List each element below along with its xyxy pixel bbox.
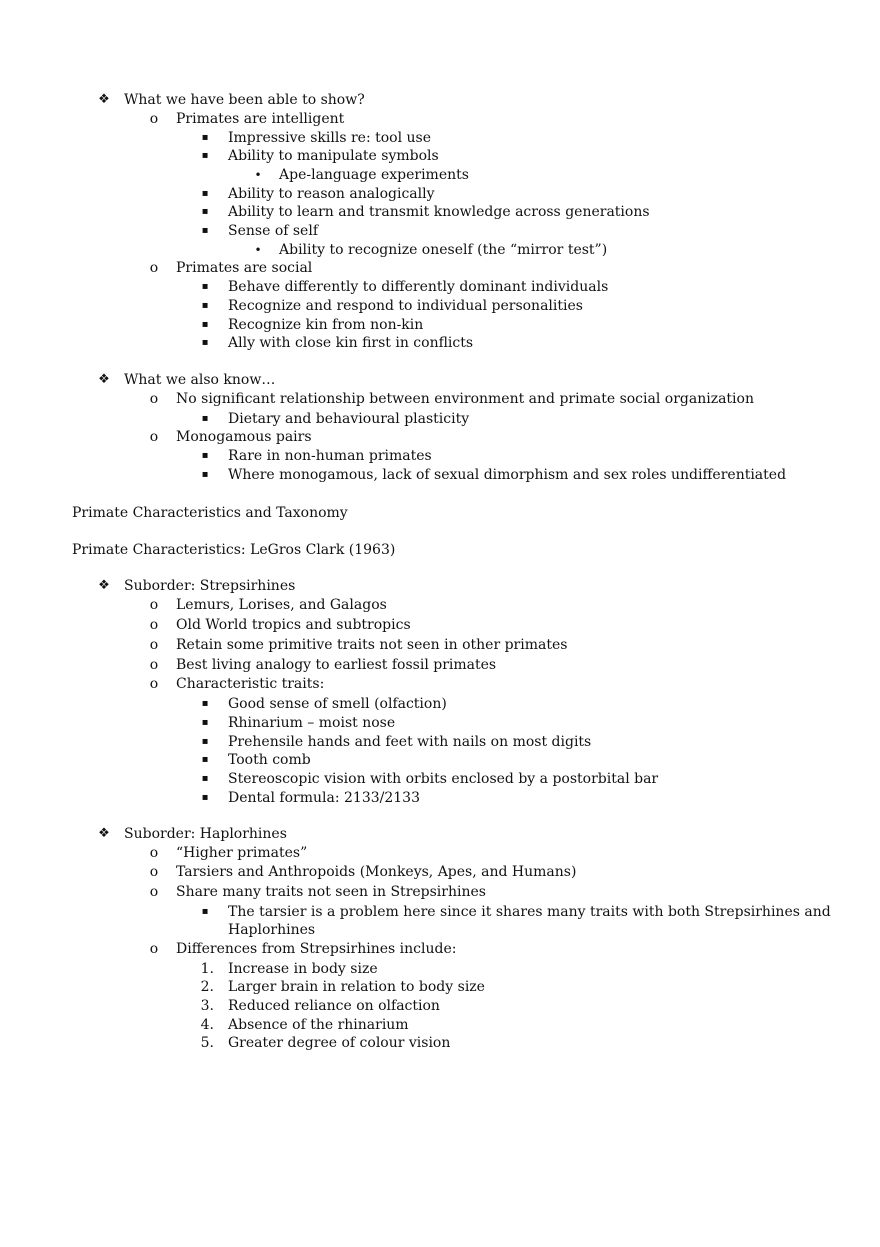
list-item: Ability to learn and transmit knowledge across generations bbox=[228, 204, 650, 220]
list-item: Primates are social bbox=[176, 260, 313, 276]
circle-bullet-icon: o bbox=[149, 884, 159, 900]
square-bullet-icon: ▪ bbox=[201, 906, 209, 917]
square-bullet-icon: ▪ bbox=[201, 736, 209, 747]
section-title: What we also know… bbox=[124, 372, 276, 388]
circle-bullet-icon: o bbox=[149, 260, 159, 276]
list-item: Behave differently to differently dominant individuals bbox=[228, 279, 609, 295]
list-item: Lemurs, Lorises, and Galagos bbox=[176, 597, 387, 613]
section-heading: Primate Characteristics and Taxonomy bbox=[72, 505, 348, 521]
square-bullet-icon: ▪ bbox=[201, 132, 209, 143]
section-title: Suborder: Haplorhines bbox=[124, 826, 287, 842]
list-item: Rare in non-human primates bbox=[228, 448, 432, 464]
list-item: Characteristic traits: bbox=[176, 676, 325, 692]
circle-bullet-icon: o bbox=[149, 617, 159, 633]
dot-bullet-icon: • bbox=[254, 168, 262, 182]
square-bullet-icon: ▪ bbox=[201, 450, 209, 461]
list-item: Ape-language experiments bbox=[279, 167, 469, 183]
list-item: Absence of the rhinarium bbox=[228, 1017, 409, 1033]
list-item: Increase in body size bbox=[228, 961, 378, 977]
list-item: The tarsier is a problem here since it shares many traits with both Strepsirhines and bbox=[228, 904, 831, 920]
circle-bullet-icon: o bbox=[149, 391, 159, 407]
list-item: Retain some primitive traits not seen in other primates bbox=[176, 637, 568, 653]
diamond-bullet-icon: ❖ bbox=[98, 372, 110, 387]
list-item: Ability to manipulate symbols bbox=[228, 148, 439, 164]
diamond-bullet-icon: ❖ bbox=[98, 826, 110, 841]
list-item: Monogamous pairs bbox=[176, 429, 312, 445]
list-number: 5. bbox=[200, 1035, 214, 1051]
square-bullet-icon: ▪ bbox=[201, 150, 209, 161]
square-bullet-icon: ▪ bbox=[201, 319, 209, 330]
list-item: Stereoscopic vision with orbits enclosed by a postorbital bar bbox=[228, 771, 659, 787]
square-bullet-icon: ▪ bbox=[201, 698, 209, 709]
list-item: Impressive skills re: tool use bbox=[228, 130, 432, 146]
list-item: Old World tropics and subtropics bbox=[176, 617, 411, 633]
list-item: Reduced reliance on olfaction bbox=[228, 998, 440, 1014]
list-item: Prehensile hands and feet with nails on most digits bbox=[228, 734, 592, 750]
list-item: Ability to reason analogically bbox=[228, 186, 435, 202]
circle-bullet-icon: o bbox=[149, 111, 159, 127]
list-item: Larger brain in relation to body size bbox=[228, 979, 485, 995]
square-bullet-icon: ▪ bbox=[201, 300, 209, 311]
list-item: Tarsiers and Anthropoids (Monkeys, Apes, and Humans) bbox=[176, 864, 577, 880]
list-item: Recognize and respond to individual personalities bbox=[228, 298, 583, 314]
list-item: Good sense of smell (olfaction) bbox=[228, 696, 447, 712]
list-item: Primates are intelligent bbox=[176, 111, 345, 127]
square-bullet-icon: ▪ bbox=[201, 206, 209, 217]
circle-bullet-icon: o bbox=[149, 864, 159, 880]
list-item: Recognize kin from non-kin bbox=[228, 317, 424, 333]
circle-bullet-icon: o bbox=[149, 657, 159, 673]
section-title: Suborder: Strepsirhines bbox=[124, 578, 296, 594]
circle-bullet-icon: o bbox=[149, 941, 159, 957]
dot-bullet-icon: • bbox=[254, 243, 262, 257]
section-heading: Primate Characteristics: LeGros Clark (1963) bbox=[72, 542, 396, 558]
list-number: 4. bbox=[200, 1017, 214, 1033]
list-item: Dietary and behavioural plasticity bbox=[228, 411, 470, 427]
list-item: No significant relationship between environment and primate social organization bbox=[176, 391, 754, 407]
square-bullet-icon: ▪ bbox=[201, 773, 209, 784]
square-bullet-icon: ▪ bbox=[201, 717, 209, 728]
list-item: Tooth comb bbox=[228, 752, 311, 768]
diamond-bullet-icon: ❖ bbox=[98, 92, 110, 107]
square-bullet-icon: ▪ bbox=[201, 337, 209, 348]
list-item: Differences from Strepsirhines include: bbox=[176, 941, 457, 957]
circle-bullet-icon: o bbox=[149, 637, 159, 653]
circle-bullet-icon: o bbox=[149, 429, 159, 445]
list-item: Share many traits not seen in Strepsirhines bbox=[176, 884, 486, 900]
list-item: Greater degree of colour vision bbox=[228, 1035, 451, 1051]
square-bullet-icon: ▪ bbox=[201, 754, 209, 765]
square-bullet-icon: ▪ bbox=[201, 792, 209, 803]
list-item: Rhinarium – moist nose bbox=[228, 715, 396, 731]
list-number: 1. bbox=[200, 961, 214, 977]
circle-bullet-icon: o bbox=[149, 676, 159, 692]
square-bullet-icon: ▪ bbox=[201, 281, 209, 292]
diamond-bullet-icon: ❖ bbox=[98, 578, 110, 593]
list-number: 2. bbox=[200, 979, 214, 995]
list-item: Ally with close kin first in conflicts bbox=[228, 335, 474, 351]
square-bullet-icon: ▪ bbox=[201, 188, 209, 199]
section-title: What we have been able to show? bbox=[124, 92, 365, 108]
list-item: Best living analogy to earliest fossil primates bbox=[176, 657, 497, 673]
list-item: Where monogamous, lack of sexual dimorphism and sex roles undifferentiated bbox=[228, 467, 787, 483]
circle-bullet-icon: o bbox=[149, 597, 159, 613]
square-bullet-icon: ▪ bbox=[201, 413, 209, 424]
list-item: Dental formula: 2133/2133 bbox=[228, 790, 420, 806]
list-item-continuation: Haplorhines bbox=[228, 922, 316, 938]
list-item: “Higher primates” bbox=[176, 845, 308, 861]
circle-bullet-icon: o bbox=[149, 845, 159, 861]
square-bullet-icon: ▪ bbox=[201, 469, 209, 480]
list-item: Sense of self bbox=[228, 223, 319, 239]
list-item: Ability to recognize oneself (the “mirror test”) bbox=[279, 242, 608, 258]
list-number: 3. bbox=[200, 998, 214, 1014]
square-bullet-icon: ▪ bbox=[201, 225, 209, 236]
